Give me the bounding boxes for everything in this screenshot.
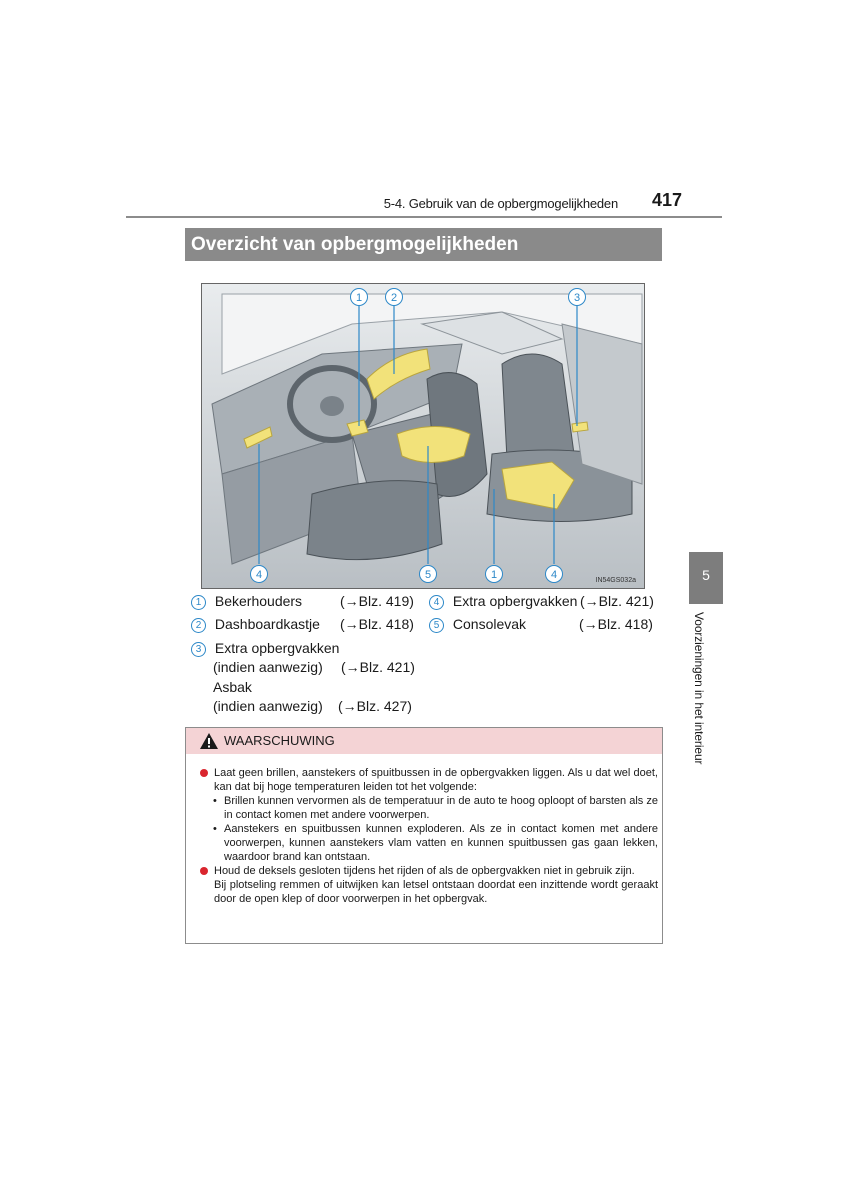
legend-label-ashtray: Asbak (213, 679, 252, 695)
legend-label-qualifier: (indien aanwezig) (213, 659, 323, 675)
legend-item-1 (191, 593, 302, 610)
legend-item-3 (191, 640, 339, 657)
running-header-section: 5-4. Gebruik van de opbergmogelijkheden (383, 196, 618, 211)
callout-4-bottom-left: 4 (250, 565, 268, 583)
warning-bullet-text: Bij plotseling remmen of uitwijken kan letsel ontstaan doordat een inzittende wordt geraakt door de open klep of door voorwerpen in het opbergvak. (214, 879, 658, 905)
bullet-dot-icon (200, 867, 208, 875)
legend-ref[interactable]: (→Blz. 419) (340, 593, 414, 609)
legend-ref[interactable]: (→Blz. 421) (341, 659, 415, 675)
legend-number: 4 (429, 595, 444, 610)
callout-1-bottom: 1 (485, 565, 503, 583)
legend-label: Extra opbergvakken (452, 593, 578, 609)
door-pocket-highlight (572, 422, 588, 432)
legend-number: 2 (191, 618, 206, 633)
legend-item-2 (191, 616, 320, 633)
interior-illustration (201, 283, 645, 589)
warning-subitem-text: Brillen kunnen vervormen als de temperatuur in de auto te hoog oploopt of barsten als ze in contact komen met andere voorwerpen. (224, 795, 658, 821)
legend-label: Bekerhouders (214, 593, 303, 609)
car-interior-drawing (202, 284, 644, 588)
callout-3-top: 3 (568, 288, 586, 306)
warning-bullet-continuation (200, 878, 658, 906)
warning-triangle-icon (199, 732, 219, 750)
legend-label: Extra opbergvakken (214, 640, 340, 656)
warning-subitem: • Aanstekers en spuitbussen kunnen exploderen. Als ze in contact komen met andere voorwerpen, kunnen aanstekers vlam vatten en kunnen spuitbussen gas gaan lekken, waardoor brand kan ontstaan. (213, 823, 658, 863)
warning-header (186, 728, 662, 754)
legend-number: 5 (429, 618, 444, 633)
legend-label: Consolevak (452, 616, 527, 632)
legend-label-qualifier: (indien aanwezig) (213, 698, 323, 714)
warning-body (200, 766, 658, 906)
callout-4-bottom-right: 4 (545, 565, 563, 583)
console-highlight (397, 427, 470, 463)
legend-number: 1 (191, 595, 206, 610)
chapter-tab: 5 (689, 552, 723, 604)
callout-5-bottom: 5 (419, 565, 437, 583)
warning-subitem: • Brillen kunnen vervormen als de temperatuur in de auto te hoog oploopt of barsten als ze in contact komen met andere voorwerpen. (213, 795, 658, 821)
header-divider (126, 216, 722, 218)
legend-item-4 (429, 593, 577, 610)
bullet-dot-icon (200, 769, 208, 777)
warning-bullet-text: Houd de deksels gesloten tijdens het rijden of als de opbergvakken niet in gebruik zijn. (214, 865, 635, 877)
legend-ref[interactable]: (→Blz. 427) (338, 698, 412, 714)
legend-ref[interactable]: (→Blz. 418) (340, 616, 414, 632)
callout-2-top: 2 (385, 288, 403, 306)
legend-number: 3 (191, 642, 206, 657)
legend-item-5 (429, 616, 526, 633)
warning-bullet (200, 766, 658, 794)
callout-1-top: 1 (350, 288, 368, 306)
section-title: Overzicht van opbergmogelijkheden (185, 228, 662, 261)
chapter-title: Voorzieningen in het interieur (692, 612, 706, 765)
legend-ref[interactable]: (→Blz. 418) (579, 616, 653, 632)
warning-subitem-text: Aanstekers en spuitbussen kunnen exploderen. Als ze in contact komen met andere voorwerpen, kunnen aanstekers vlam vatten en kunnen spuitbussen gas gaan lekken, waardoor brand kan ontstaan. (224, 823, 658, 863)
warning-heading: WAARSCHUWING (224, 733, 335, 748)
legend-ref[interactable]: (→Blz. 421) (580, 593, 654, 609)
warning-box (185, 727, 663, 944)
warning-bullet (200, 864, 658, 878)
warning-bullet-text: Laat geen brillen, aanstekers of spuitbussen in de opbergvakken liggen. Als u dat wel doet, kan dat bij hoge temperaturen leiden tot het volgende: (214, 767, 658, 793)
page-number: 417 (652, 190, 683, 210)
legend-label: Dashboardkastje (214, 616, 320, 632)
figure-code: IN54GS032a (595, 577, 636, 584)
